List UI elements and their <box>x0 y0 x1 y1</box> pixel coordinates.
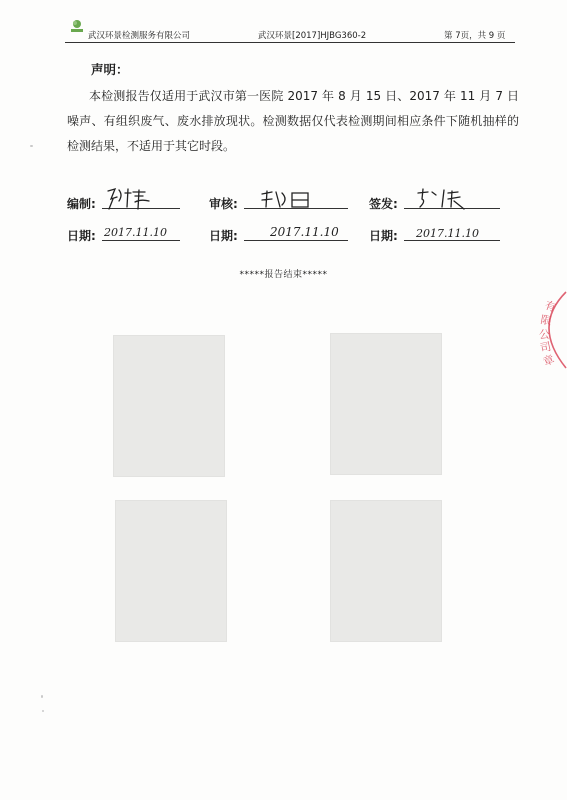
ghost-caption <box>113 485 223 491</box>
issue-date-handwritten <box>416 224 496 242</box>
scan-speck <box>30 145 33 147</box>
issue-date-text: 2017.11.10 <box>416 227 479 240</box>
ghost-photo <box>330 333 442 475</box>
statement-body: 本检测报告仅适用于武汉市第一医院 2017 年 8 月 15 日、2017 年 11 月 7 日噪声、有组织废气、废水排放现状。检测数据仅代表检测期间相应条件下随机抽样的检测结果，不适用于其它时段。 <box>67 89 519 153</box>
issue-signature <box>414 187 474 211</box>
scan-speck <box>42 710 44 712</box>
review-date-text: 2017.11.10 <box>270 225 339 239</box>
svg-text:公: 公 <box>539 328 550 341</box>
scan-speck <box>41 695 43 698</box>
ghost-photo <box>113 335 225 477</box>
svg-text:有: 有 <box>542 298 558 315</box>
ghost-photo <box>330 500 442 642</box>
svg-text:章: 章 <box>541 352 557 369</box>
compile-date-handwritten <box>104 224 167 240</box>
review-date-handwritten <box>270 223 350 241</box>
review-signature <box>258 189 318 211</box>
compile-date-text: 2017.11.10 <box>104 226 167 239</box>
compile-date-line <box>102 240 180 241</box>
header-report-number: 武汉环景[2017]HJBG360-2 <box>258 31 367 41</box>
svg-text:限: 限 <box>539 313 553 328</box>
compile-date-label: 日期: <box>67 229 96 243</box>
company-logo-icon <box>70 19 84 33</box>
ghost-photo <box>115 500 227 642</box>
report-end-mark: *****报告结束***** <box>239 270 328 280</box>
header-company: 武汉环景检测服务有限公司 <box>88 31 191 41</box>
compile-signature <box>105 187 160 211</box>
review-date-label: 日期: <box>209 229 238 243</box>
review-label: 审核: <box>209 197 238 211</box>
ghost-caption <box>330 485 440 491</box>
issue-label: 签发: <box>369 197 398 211</box>
statement-title: 声明： <box>91 62 129 77</box>
company-seal <box>528 290 567 370</box>
compile-label: 编制: <box>67 197 96 211</box>
header-page-number: 第 7页，共 9 页 <box>444 31 506 41</box>
svg-text:司: 司 <box>538 339 553 355</box>
issue-date-label: 日期: <box>369 229 398 243</box>
header-divider <box>65 42 515 43</box>
